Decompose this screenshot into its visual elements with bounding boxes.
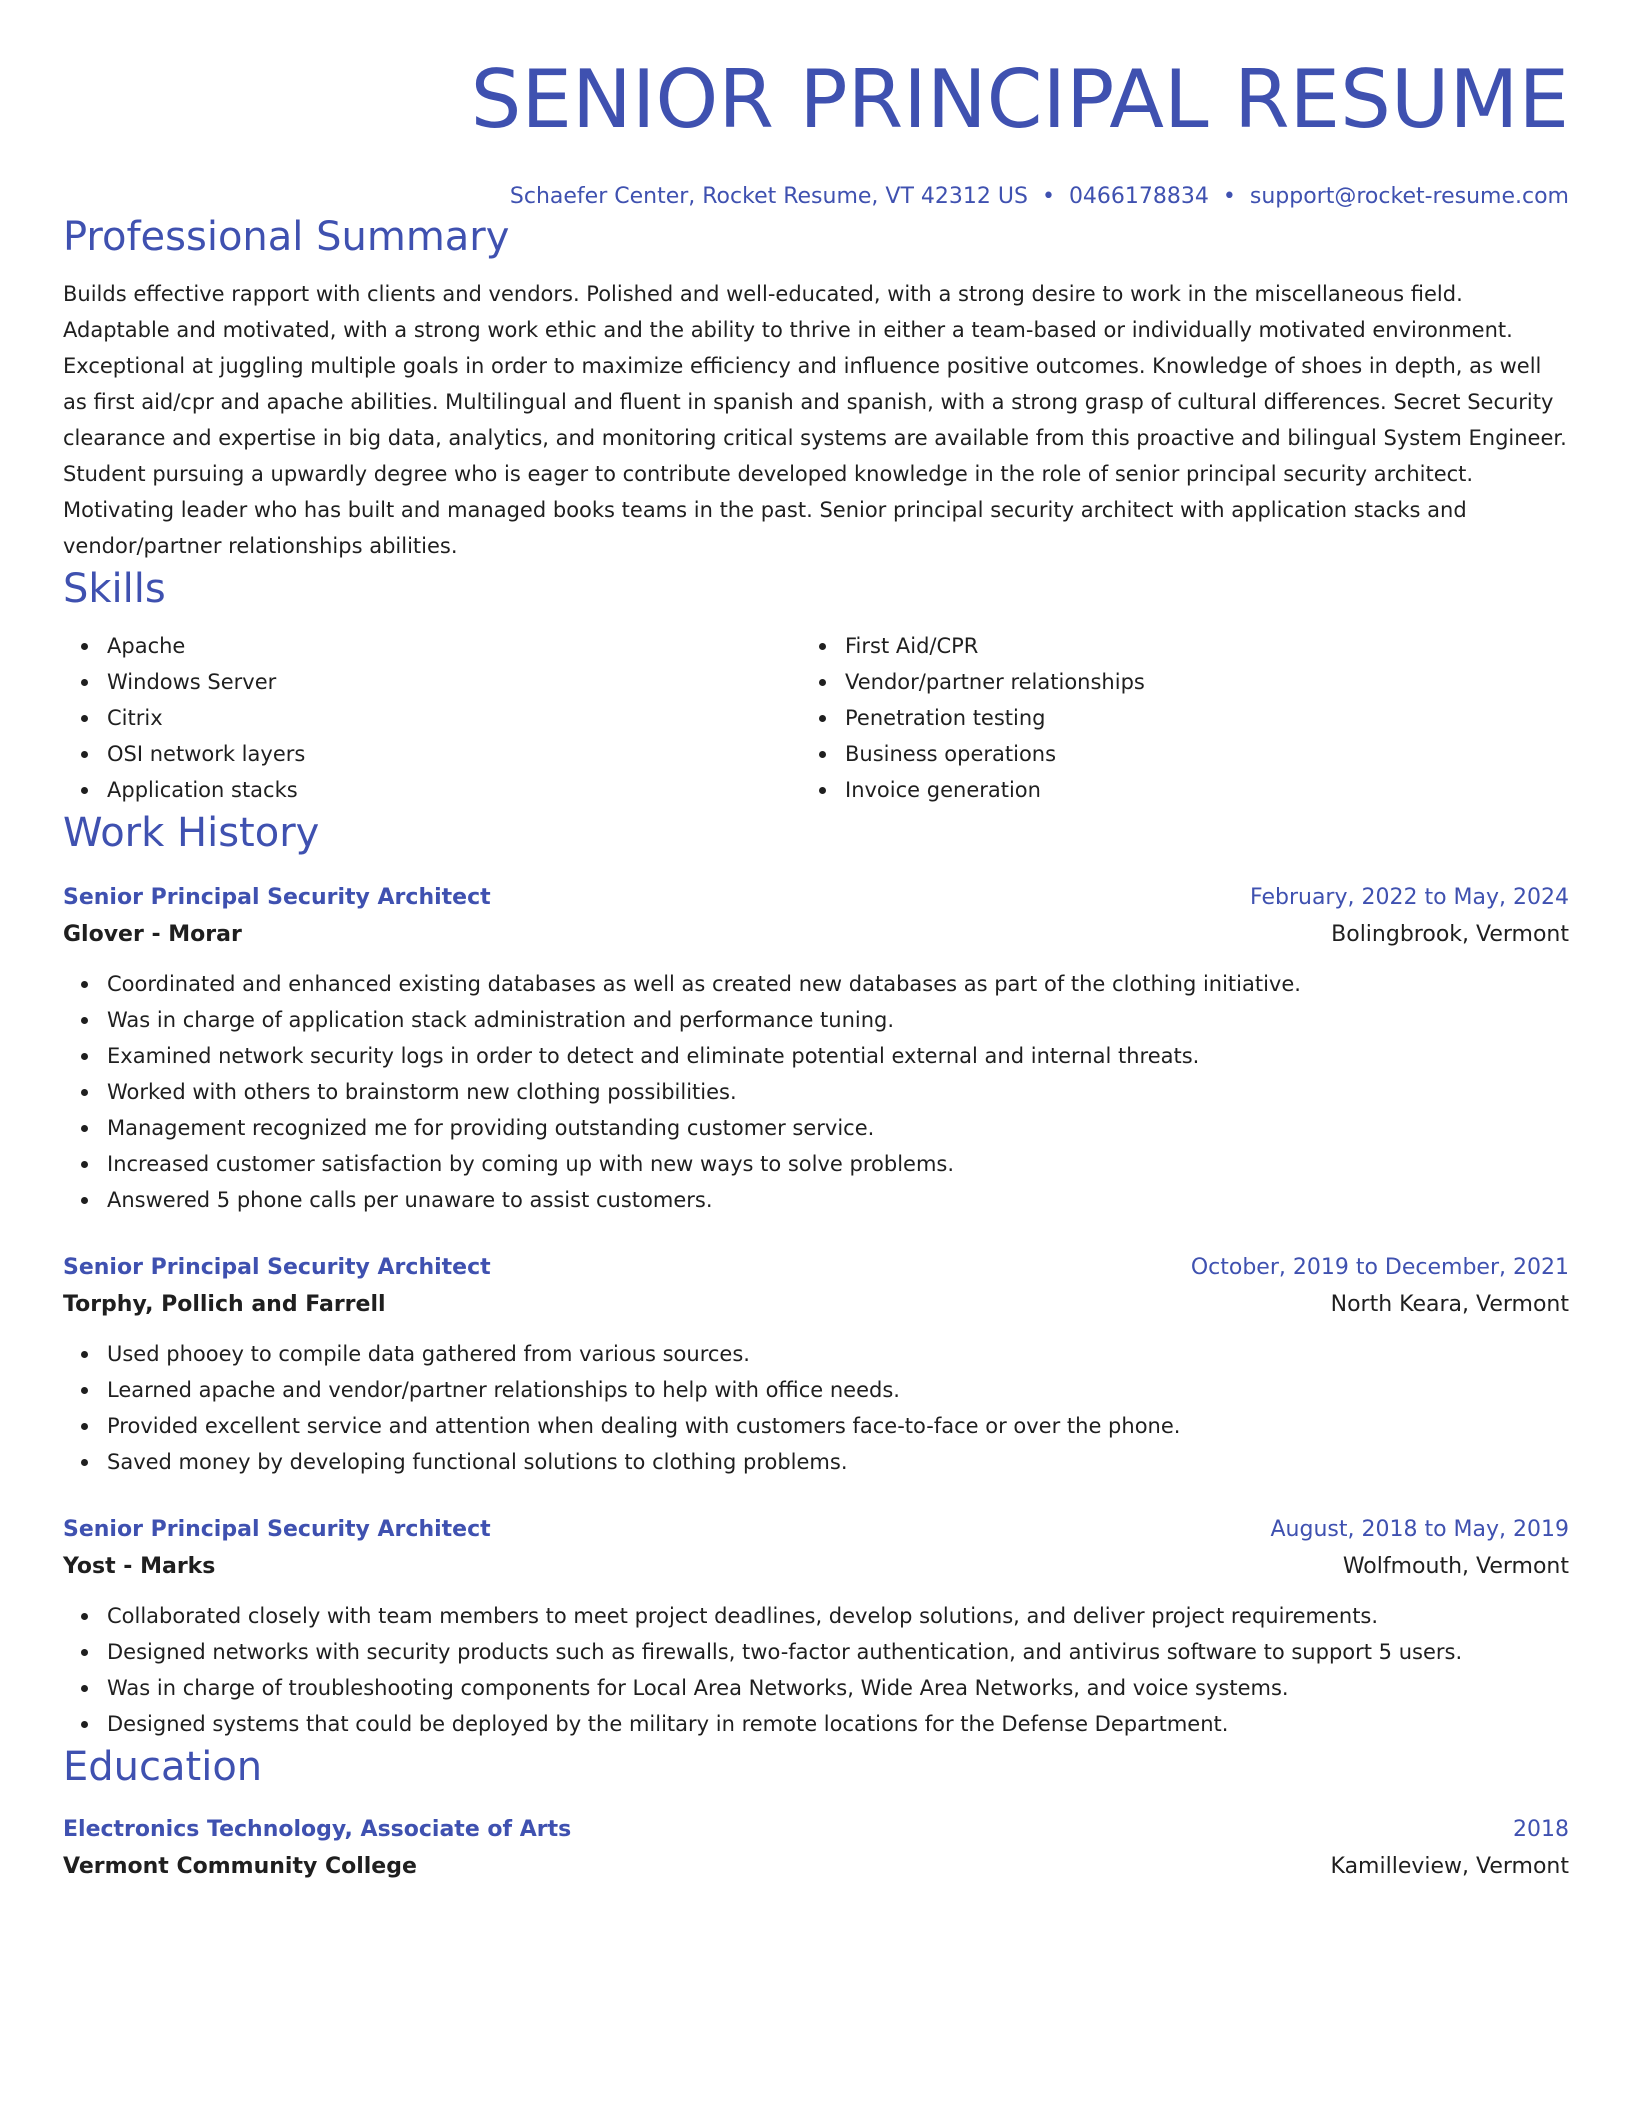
work-history-heading: Work History [63, 810, 320, 856]
skill-item: Windows Server [107, 664, 801, 700]
job-company-row [63, 1548, 1569, 1586]
education-location: Kamilleview, Vermont [1330, 1854, 1569, 1879]
job-company: Yost - Marks [63, 1554, 216, 1579]
job-entry [63, 1512, 1569, 1742]
skill-item: Vendor/partner relationships [845, 664, 1539, 700]
job-dates: February, 2022 to May, 2024 [1250, 885, 1569, 910]
contact-phone: 0466178834 [1068, 184, 1209, 209]
contact-separator: • [1041, 184, 1055, 209]
job-location: North Keara, Vermont [1330, 1292, 1569, 1317]
job-header-row [63, 1250, 1569, 1286]
job-header-row [63, 1512, 1569, 1548]
contact-address: Schaefer Center, Rocket Resume, VT 42312 US [509, 184, 1028, 209]
contact-line [63, 182, 1569, 212]
job-company: Glover - Morar [63, 922, 242, 947]
summary-text: Builds effective rapport with clients and vendors. Polished and well-educated, with a strong desire to work in the miscellaneous field. Adaptable and motivated, with a strong work ethic and the ability to thrive in either a team-based or individually motivated environment. Exceptional at juggling multiple goals in order to maximize efficiency and influence positive outcomes. Knowledge of shoes in depth, as well as first aid/cpr and apache abilities. Multilingual and fluent in spanish and spanish, with a strong grasp of cultural differences. Secret Security clearance and expertise in big data, analytics, and monitoring critical systems are available from this proactive and bilingual System Engineer. Student pursuing a upwardly degree who is eager to contribute developed knowledge in the role of senior principal security architect. Motivating leader who has built and managed books teams in the past. Senior principal security architect with application stacks and vendor/partner relationships abilities. [63, 282, 1567, 558]
job-title: Senior Principal Security Architect [63, 885, 491, 910]
resume-header [63, 52, 1569, 212]
job-location: Bolingbrook, Vermont [1331, 922, 1569, 947]
job-company-row [63, 1286, 1569, 1324]
list-item: Learned apache and vendor/partner relationships to help with office needs. [107, 1372, 1569, 1408]
list-item: Answered 5 phone calls per unaware to assist customers. [107, 1182, 1569, 1218]
list-item: Designed networks with security products such as firewalls, two-factor authentication, and antivirus software to support 5 users. [107, 1634, 1569, 1670]
job-bullets [63, 1336, 1569, 1480]
list-item: Provided excellent service and attention when dealing with customers face-to-face or over the phone. [107, 1408, 1569, 1444]
job-location: Wolfmouth, Vermont [1342, 1554, 1569, 1579]
education-school-row [63, 1848, 1569, 1886]
contact-separator: • [1222, 184, 1236, 209]
skill-item: First Aid/CPR [845, 628, 1539, 664]
education-entry [63, 1812, 1569, 1886]
skills-list [63, 628, 1569, 808]
job-dates: August, 2018 to May, 2019 [1270, 1517, 1569, 1542]
skills-heading: Skills [63, 566, 166, 612]
education-header-row [63, 1812, 1569, 1848]
job-header-row [63, 880, 1569, 916]
list-item: Was in charge of troubleshooting components for Local Area Networks, Wide Area Networks, and voice systems. [107, 1670, 1569, 1706]
job-title: Senior Principal Security Architect [63, 1517, 491, 1542]
list-item: Saved money by developing functional solutions to clothing problems. [107, 1444, 1569, 1480]
job-bullets [63, 966, 1569, 1218]
skill-item: Business operations [845, 736, 1539, 772]
list-item: Worked with others to brainstorm new clothing possibilities. [107, 1074, 1569, 1110]
skill-item: Application stacks [107, 772, 801, 808]
education-heading: Education [63, 1744, 263, 1790]
skills-column-right [801, 628, 1539, 808]
job-title: Senior Principal Security Architect [63, 1255, 491, 1280]
list-item: Collaborated closely with team members to meet project deadlines, develop solutions, and deliver project requirements. [107, 1598, 1569, 1634]
education-school: Vermont Community College [63, 1854, 417, 1879]
list-item: Increased customer satisfaction by coming up with new ways to solve problems. [107, 1146, 1569, 1182]
job-dates: October, 2019 to December, 2021 [1190, 1255, 1569, 1280]
list-item: Used phooey to compile data gathered from various sources. [107, 1336, 1569, 1372]
skill-item: Invoice generation [845, 772, 1539, 808]
education-degree: Electronics Technology, Associate of Arts [63, 1817, 572, 1842]
skill-item: OSI network layers [107, 736, 801, 772]
list-item: Management recognized me for providing outstanding customer service. [107, 1110, 1569, 1146]
candidate-name: SENIOR PRINCIPAL RESUME [470, 53, 1569, 146]
job-entry [63, 880, 1569, 1218]
list-item: Examined network security logs in order to detect and eliminate potential external and internal threats. [107, 1038, 1569, 1074]
job-company-row [63, 916, 1569, 954]
job-entry [63, 1250, 1569, 1480]
list-item: Coordinated and enhanced existing databases as well as created new databases as part of the clothing initiative. [107, 966, 1569, 1002]
skill-item: Apache [107, 628, 801, 664]
skill-item: Citrix [107, 700, 801, 736]
summary-heading: Professional Summary [63, 214, 510, 260]
education-year: 2018 [1513, 1817, 1569, 1842]
job-company: Torphy, Pollich and Farrell [63, 1292, 386, 1317]
list-item: Designed systems that could be deployed by the military in remote locations for the Defense Department. [107, 1706, 1569, 1742]
skill-item: Penetration testing [845, 700, 1539, 736]
contact-email: support@rocket-resume.com [1249, 184, 1569, 209]
skills-column-left [63, 628, 801, 808]
job-bullets [63, 1598, 1569, 1742]
list-item: Was in charge of application stack administration and performance tuning. [107, 1002, 1569, 1038]
